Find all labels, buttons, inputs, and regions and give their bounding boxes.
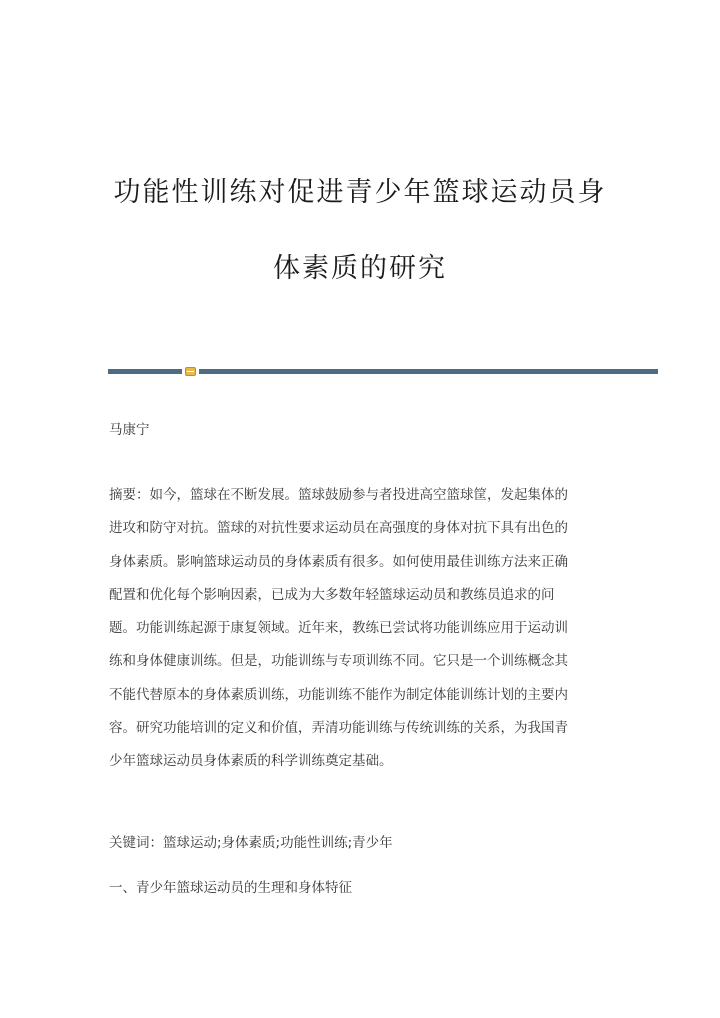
abstract-line: 题。功能训练起源于康复领域。近年来，教练已尝试将功能训练应用于运动训 — [109, 620, 568, 637]
section-heading: 一、青少年篮球运动员的生理和身体特征 — [109, 880, 352, 896]
abstract-line: 容。研究功能培训的定义和价值，弄清功能训练与传统训练的关系，为我国青 — [109, 720, 568, 737]
divider-bar-left — [108, 369, 182, 374]
document-title-line-2: 体素质的研究 — [273, 253, 447, 284]
author-name: 马康宁 — [109, 422, 150, 438]
keywords-line: 关键词：篮球运动;身体素质;功能性训练;青少年 — [109, 835, 393, 851]
abstract-line: 不能代替原本的身体素质训练，功能训练不能作为制定体能训练计划的主要内 — [109, 686, 568, 703]
abstract-line: 配置和优化每个影响因素，已成为大多数年轻篮球运动员和教练员追求的问 — [109, 586, 555, 603]
document-title-line-1: 功能性训练对促进青少年篮球运动员身 — [113, 177, 607, 208]
abstract-line: 进攻和防守对抗。篮球的对抗性要求运动员在高强度的身体对抗下具有出色的 — [109, 520, 568, 537]
abstract-paragraph — [109, 484, 609, 784]
divider-ornament-icon — [185, 367, 196, 376]
abstract-line: 身体素质。影响篮球运动员的身体素质有很多。如何使用最佳训练方法来正确 — [109, 553, 568, 570]
abstract-line: 练和身体健康训练。但是，功能训练与专项训练不同。它只是一个训练概念其 — [109, 653, 568, 670]
title-divider — [108, 367, 658, 375]
abstract-line: 少年篮球运动员身体素质的科学训练奠定基础。 — [109, 753, 393, 770]
abstract-line: 摘要：如今，篮球在不断发展。篮球鼓励参与者投进高空篮球筐，发起集体的 — [109, 487, 568, 503]
divider-bar-right — [199, 369, 658, 374]
